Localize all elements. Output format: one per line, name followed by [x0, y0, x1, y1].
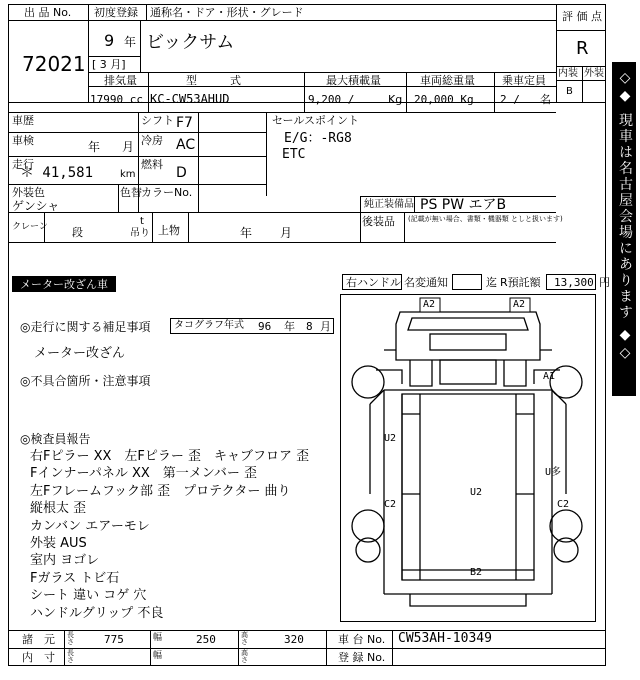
chassis-value: CW53AH-10349	[398, 631, 492, 646]
steering-side: 右ハンドル	[346, 276, 401, 289]
height-label: 高さ	[241, 631, 248, 646]
interior-grade-value: B	[566, 86, 573, 97]
crane-step-unit: 段	[72, 226, 83, 239]
report-line: 縦根太 歪	[30, 501, 87, 517]
recycle-deposit-value: 13,300	[554, 276, 594, 289]
report-line: 室内 ヨゴレ	[30, 553, 100, 569]
inspector-title: ◎検査員報告	[20, 432, 91, 446]
model-label: 型 式	[186, 74, 241, 87]
gross-weight-value: 20,000 Kg	[414, 93, 474, 106]
report-line: 左Fフレームフック部 歪 プロテクター 曲り	[30, 483, 291, 499]
mileage-unit: km	[120, 169, 136, 180]
inspection-label: 車検	[12, 134, 34, 147]
first-registration-label: 初度登録	[94, 6, 138, 19]
location-banner-text: ◇◆ 現車は名古屋会場にあります ◆◇	[617, 70, 633, 363]
report-line: カンバン エアーモレ	[30, 518, 150, 534]
color-number-label: カラーNo.	[141, 186, 193, 199]
tacho-label: タコグラフ年式	[174, 320, 244, 331]
shift-value: F7	[176, 115, 193, 131]
tacho-month: 8	[306, 320, 313, 333]
color-label: 外装色	[12, 186, 45, 199]
width-value: 250	[196, 633, 216, 646]
sales-point-label: セールスポイント	[272, 114, 360, 127]
crane-ton-unit: t	[140, 216, 144, 227]
chassis-label: 車 台 No.	[338, 633, 386, 646]
recycle-until-label: 迄	[486, 276, 497, 289]
displacement-label: 排気量	[104, 74, 137, 87]
standard-equipment-value: PS PW エアB	[420, 197, 507, 213]
max-load-value: 9,200 /	[308, 93, 355, 106]
inner-length-label: 長さ	[67, 649, 74, 664]
registration-year: 9	[104, 31, 115, 50]
mark-u2-center: U2	[470, 487, 483, 498]
mark-a1: A1	[543, 371, 556, 382]
mileage-value: ＊ 41,581	[20, 165, 94, 181]
exterior-grade-label: 外装	[584, 68, 604, 79]
inner-height-label: 高さ	[241, 649, 248, 664]
report-line: シート 違い コゲ 穴	[30, 588, 147, 604]
capacity-unit: 名	[540, 93, 551, 106]
registration-year-unit: 年	[124, 35, 137, 49]
mark-a2-left: A2	[423, 299, 436, 310]
aircon-value: AC	[176, 137, 196, 153]
height-value: 320	[284, 633, 304, 646]
report-line: 右Fピラー XX 左Fピラー 歪 キャブフロア 歪	[30, 449, 310, 464]
capacity-value: 2 /	[500, 93, 520, 106]
defects-title: ◎不具合箇所・注意事項	[20, 374, 151, 388]
supplement-title: ◎走行に関する補足事項	[20, 320, 151, 334]
truck-diagram	[340, 294, 596, 622]
report-line: Fインナーパネル XX 第一メンバー 歪	[30, 466, 257, 482]
color-change-label: 色替	[120, 186, 142, 199]
lot-number: 72021	[22, 52, 86, 76]
registration-number-label: 登 録 No.	[338, 651, 386, 664]
history-label: 車歴	[12, 114, 34, 127]
meter-tampered-text: メーター改ざん車	[20, 278, 108, 291]
interior-grade-label: 内装	[558, 68, 578, 79]
model-value: KC-CW53AHUD	[150, 92, 230, 106]
width-label: 幅	[153, 633, 163, 643]
recycle-deposit-unit: 円	[599, 276, 610, 289]
mark-c2-left: C2	[384, 499, 397, 510]
upper-year-unit: 年	[240, 226, 253, 240]
aircon-label: 冷房	[141, 134, 163, 147]
mileage-label: 走行	[12, 158, 34, 171]
mark-b2: B2	[470, 567, 483, 578]
gross-weight-label: 車両総重量	[420, 74, 475, 87]
name-change-notice-box	[452, 274, 482, 290]
recycle-deposit-label: R預託額	[500, 276, 541, 289]
aftermarket-note: (記載が無い場合、書類・機器類 としと扱います)	[408, 215, 563, 223]
fuel-value: D	[176, 165, 187, 181]
car-name: ビックサム	[146, 32, 235, 53]
standard-equipment-label: 純正装備品	[364, 199, 414, 210]
interior-dims-label: 内 寸	[22, 651, 55, 664]
length-value: 775	[104, 633, 124, 646]
report-line: Fガラス トビ石	[30, 570, 120, 586]
upper-body-label: 上物	[158, 224, 180, 237]
color-value: ゲンシャ	[12, 199, 60, 213]
sales-point-line1: E/G：-RG8	[284, 131, 352, 146]
grade-label: 評 価 点	[562, 10, 602, 23]
length-label: 長さ	[67, 631, 74, 646]
inspection-month-unit: 月	[122, 140, 135, 154]
car-name-label: 通称名・ドア・形状・グレード	[150, 6, 304, 19]
lot-label: 出 品 No.	[24, 6, 72, 19]
displacement-value: 17990 cc	[90, 93, 143, 106]
upper-month-unit: 月	[280, 226, 293, 240]
max-load-label: 最大積載量	[326, 74, 381, 87]
mark-c2-right: C2	[557, 499, 570, 510]
mark-u-many: U多	[545, 467, 562, 478]
tacho-year: 96	[258, 320, 272, 333]
supplement-text: メーター改ざん	[34, 346, 126, 361]
grade-value: R	[576, 38, 589, 59]
mark-a2-right: A2	[513, 299, 526, 310]
mark-u2-left: U2	[384, 433, 397, 444]
crane-label: クレーン	[12, 222, 48, 232]
tacho-month-unit: 月	[320, 320, 331, 333]
inspection-year-unit: 年	[88, 140, 101, 154]
sales-point-line2: ETC	[282, 147, 306, 162]
registration-month: [ 3 月]	[92, 58, 126, 71]
tacho-year-unit: 年	[284, 320, 295, 333]
max-load-unit: Kg	[388, 93, 403, 106]
report-line: 外装 AUS	[30, 536, 87, 551]
report-line: ハンドルグリップ 不良	[30, 605, 164, 621]
fuel-label: 燃料	[141, 158, 163, 171]
crane-lift-unit: 吊り	[130, 228, 150, 239]
aftermarket-label: 後装品	[362, 215, 395, 228]
inner-width-label: 幅	[153, 651, 163, 661]
specs-label: 諸 元	[22, 633, 55, 646]
name-change-notice-label: 名変通知	[404, 276, 448, 289]
capacity-label: 乗車定員	[502, 74, 546, 87]
shift-label: シフト	[141, 114, 174, 127]
